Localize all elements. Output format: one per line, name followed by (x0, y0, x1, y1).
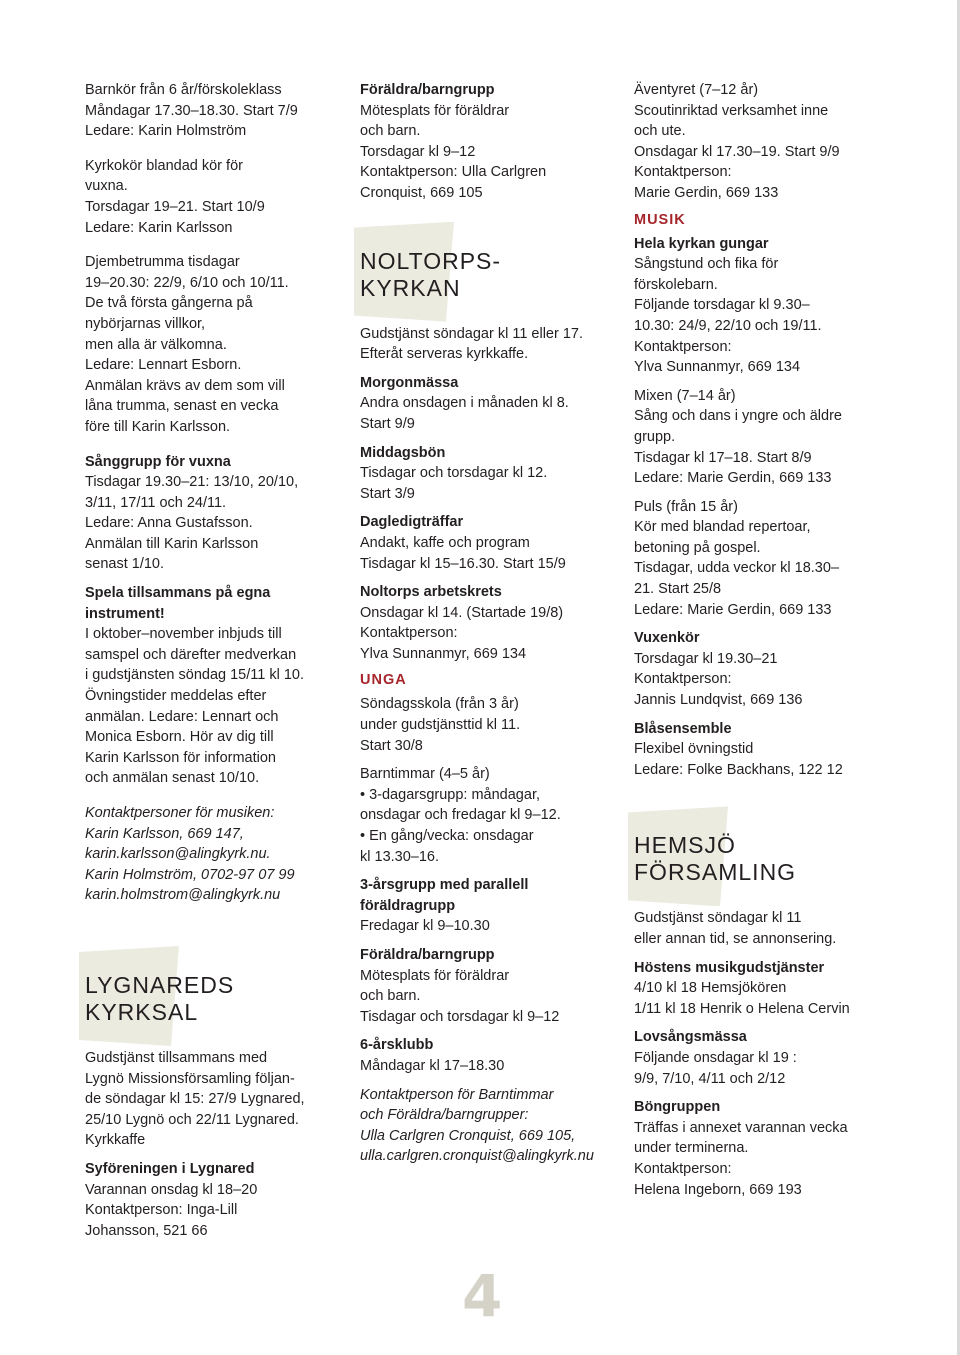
vuxenkor-block (634, 628, 889, 710)
text-line: Start 30/8 (360, 737, 423, 754)
text-line: Måndagar 17.30–18.30. Start 7/9 (85, 102, 298, 119)
puls-block (634, 497, 889, 621)
text-line: förskolebarn. (634, 276, 718, 293)
lygnareds-section (85, 946, 340, 1034)
text-line: Ledare: Folke Backhans, 122 12 (634, 761, 843, 778)
heading (85, 604, 340, 625)
text-line: Johansson, 521 66 (85, 1222, 208, 1239)
text-line: Kyrkkaffe (85, 1132, 146, 1149)
foraldra2-block (360, 945, 620, 1027)
text-line: Marie Gerdin, 669 133 (634, 184, 779, 201)
text-line: och ute. (634, 123, 686, 140)
hemsjo-section (634, 806, 889, 894)
text-line: Kontaktperson: (634, 1160, 732, 1177)
barnkor-block (85, 80, 340, 142)
kyrkokor-block (85, 156, 340, 238)
heading (634, 1027, 889, 1048)
text-line: Mötesplats för föräldrar (360, 102, 510, 119)
sexarsklubb-block (360, 1035, 620, 1076)
noltorps-section (360, 222, 620, 310)
foraldra2-heading: Föräldra/barngrupp (360, 947, 495, 963)
treårsgrupp-heading: föräldragrupp (360, 897, 456, 914)
text-line: Kontaktperson för Barntimmar (360, 1086, 554, 1103)
text-line: Monica Esborn. Hör av dig till (85, 729, 274, 746)
text-line: och anmälan senast 10/10. (85, 770, 260, 787)
text-line: Djembetrumma tisdagar (85, 254, 240, 271)
text-line: Sångstund och fika för (634, 256, 779, 273)
text-line: Tisdagar kl 15–16.30. Start 15/9 (360, 555, 566, 572)
text-line: Övningstider meddelas efter (85, 688, 267, 705)
text-line: under gudstjänsttid kl 11. (360, 717, 521, 734)
text-line: 4/10 kl 18 Hemsjökören (634, 980, 787, 997)
text-line: Anmälan till Karin Karlsson (85, 535, 259, 552)
heading (85, 1159, 340, 1180)
text-line: Fredagar kl 9–10.30 (360, 918, 490, 935)
text-line: anmälan. Ledare: Lennart och (85, 708, 279, 725)
text-line: Träffas i annexet varannan vecka (634, 1119, 848, 1136)
heading (360, 875, 620, 896)
bongruppen-block (634, 1097, 889, 1200)
text-line: Onsdagar kl 17.30–19. Start 9/9 (634, 143, 840, 160)
text-line: Kontaktpersoner för musiken: (85, 805, 275, 821)
hemsjo-gudstjanst (634, 908, 889, 949)
barntimmar-block (360, 764, 620, 867)
text-line: under terminerna. (634, 1140, 749, 1157)
heading (634, 1097, 889, 1118)
text-line: låna trumma, senast en vecka (85, 398, 279, 415)
text-line: senast 1/10. (85, 556, 164, 573)
sanggrupp-block (85, 452, 340, 576)
text-line: grupp. (634, 428, 676, 445)
hela-kyrkan-heading: Hela kyrkan gungar (634, 235, 769, 252)
text-line: och barn. (360, 123, 421, 140)
text-line: Tisdagar kl 17–18. Start 8/9 (634, 449, 812, 466)
text-line: Scoutinriktad verksamhet inne (634, 102, 829, 119)
musik-heading: MUSIK (634, 211, 686, 228)
lovsangsmassa-block (634, 1027, 889, 1089)
text-line: Ledare: Marie Gerdin, 669 133 (634, 601, 832, 618)
heading (634, 719, 889, 740)
text-line: Onsdagar kl 14. (Startade 19/8) (360, 604, 564, 621)
heading (634, 958, 889, 979)
dagledig-heading: Dagledigträffar (360, 514, 464, 531)
text-line: nybörjarnas villkor, (85, 315, 206, 332)
heading (360, 512, 620, 533)
unga-contacts (360, 1085, 620, 1167)
text-line: Helena Ingeborn, 669 193 (634, 1181, 802, 1198)
text-line: och Föräldra/barngrupper: (360, 1107, 529, 1124)
text-line: Sång och dans i yngre och äldre (634, 408, 842, 425)
text-line: I oktober–november inbjuds till (85, 626, 282, 643)
heading (360, 443, 620, 464)
text-line: Torsdagar kl 9–12 (360, 143, 476, 160)
text-line: Ulla Carlgren Cronquist, 669 105, (360, 1127, 576, 1144)
text-line: Mötesplats för föräldrar (360, 967, 510, 984)
arbetskrets-block (360, 582, 620, 664)
text-line: Ylva Sunnanmyr, 669 134 (360, 645, 527, 662)
hela-kyrkan-block (634, 234, 889, 378)
text-line: Barntimmar (4–5 år) (360, 766, 490, 783)
text-line: Cronquist, 669 105 (360, 184, 483, 201)
text-line: Ledare: Karin Karlsson (85, 219, 233, 236)
text-line: Kontaktperson: Ulla Carlgren (360, 164, 547, 181)
text-line: Följande torsdagar kl 9.30– (634, 297, 810, 314)
syforeningen-block (85, 1159, 340, 1241)
text-line: Kontaktperson: Inga-Lill (85, 1202, 238, 1219)
text-line: 25/10 Lygnö och 22/11 Lygnared. (85, 1111, 299, 1128)
page-number: 4 (462, 1262, 503, 1330)
text-line: Karin Karlsson för information (85, 749, 276, 766)
text-line: Kontaktperson: (634, 164, 732, 181)
text-line: kl 13.30–16. (360, 848, 440, 865)
text-line: Ledare: Marie Gerdin, 669 133 (634, 470, 832, 487)
text-line: Karin Karlsson, 669 147, (85, 825, 244, 842)
text-line: Jannis Lundqvist, 669 136 (634, 692, 803, 709)
text-line: samspel och därefter medverkan (85, 646, 297, 663)
text-line: Lygnö Missionsförsamling följan- (85, 1070, 295, 1087)
morgonmassa-heading: Morgonmässa (360, 374, 459, 391)
text-line: Söndagsskola (från 3 år) (360, 696, 519, 713)
text-line: eller annan tid, se annonsering. (634, 931, 837, 947)
lygnared-gudstjanst (85, 1048, 340, 1151)
column-1 (85, 80, 340, 1249)
lovsangsmassa-heading: Lovsångsmässa (634, 1029, 747, 1046)
text-line: Följande onsdagar kl 19 : (634, 1049, 797, 1066)
text-line: och barn. (360, 988, 421, 1005)
text-line: Karin Holmström, 0702-97 07 99 (85, 866, 295, 883)
text-line: Måndagar kl 17–18.30 (360, 1057, 505, 1074)
text-line: Kyrkokör blandad kör för (85, 157, 243, 174)
text-line: Äventyret (7–12 år) (634, 82, 759, 98)
arbetskrets-heading: Noltorps arbetskrets (360, 584, 502, 601)
heading (85, 452, 340, 473)
text-line: betoning på gospel. (634, 539, 761, 556)
text-line: 9/9, 7/10, 4/11 och 2/12 (634, 1070, 786, 1087)
text-line: Gudstjänst söndagar kl 11 (634, 910, 802, 927)
text-line: Torsdagar kl 19.30–21 (634, 650, 778, 667)
musik-contacts (85, 803, 340, 906)
heading (360, 945, 620, 966)
heading (360, 1035, 620, 1056)
heading (360, 582, 620, 603)
text-line: Kontaktperson: (634, 671, 732, 688)
text-line: Kontaktperson: (634, 338, 732, 355)
text-line: Mixen (7–14 år) (634, 387, 736, 404)
treårsgrupp-heading: 3-årsgrupp med parallell (360, 877, 529, 894)
text-line: 1/11 kl 18 Henrik o Helena Cervin (634, 1000, 850, 1017)
heading (634, 234, 889, 255)
syforeningen-heading: Syföreningen i Lygnared (85, 1160, 255, 1177)
djembe-block (85, 252, 340, 437)
heading (360, 373, 620, 394)
text-line: men alla är välkomna. (85, 336, 227, 353)
barnkor-title-line: Barnkör från 6 år/förskoleklass (85, 82, 282, 98)
text-line: Ledare: Lennart Esborn. (85, 357, 242, 374)
email-link[interactable]: karin.karlsson@alingkyrk.nu. (85, 846, 271, 863)
email-link[interactable]: karin.holmstrom@alingkyrk.nu (85, 887, 281, 904)
text-line: Ylva Sunnanmyr, 669 134 (634, 359, 801, 376)
text-line: Kontaktperson: (360, 625, 458, 642)
dagledig-block (360, 512, 620, 574)
text-line: Tisdagar, udda veckor kl 18.30– (634, 560, 840, 577)
text-line: 21. Start 25/8 (634, 581, 722, 598)
text-line: Tisdagar och torsdagar kl 12. (360, 465, 548, 482)
mixen-block (634, 386, 889, 489)
text-line: 3/11, 17/11 och 24/11. (85, 494, 227, 511)
noltorp-gudstjanst (360, 324, 620, 365)
foraldra-block (360, 80, 620, 204)
text-line: i gudstjänsten söndag 15/11 kl 10. (85, 667, 305, 684)
aventyret-block (634, 80, 889, 204)
text-line: Ledare: Anna Gustafsson. (85, 515, 253, 532)
text-line: Andakt, kaffe och program (360, 534, 530, 551)
heading (85, 583, 340, 604)
text-line: Flexibel övningstid (634, 741, 754, 758)
text-line: • 3-dagarsgrupp: måndagar, (360, 786, 540, 803)
morgonmassa-block (360, 373, 620, 435)
text-line: Ledare: Karin Holmström (85, 123, 247, 140)
text-line: De två första gångerna på (85, 295, 253, 312)
heading (360, 80, 620, 101)
text-line: de söndagar kl 15: 27/9 Lygnared, (85, 1091, 305, 1108)
text-line: Andra onsdagen i månaden kl 8. (360, 395, 569, 412)
text-line: vuxna. (85, 178, 128, 195)
sondagsskola-block (360, 694, 620, 756)
blasensemble-heading: Blåsensemble (634, 720, 732, 737)
text-line: Torsdagar 19–21. Start 10/9 (85, 198, 265, 215)
musikgudstjanster-heading: Höstens musikgudstjänster (634, 959, 825, 976)
spela-heading: instrument! (85, 605, 165, 622)
spela-heading: Spela tillsammans på egna (85, 585, 271, 602)
text-line: Gudstjänst tillsammans med (85, 1049, 268, 1066)
heading (634, 628, 889, 649)
sexarsklubb-heading: 6-årsklubb (360, 1037, 434, 1054)
text-line: Efteråt serveras kyrkkaffe. (360, 346, 529, 363)
column-2 (360, 80, 620, 1175)
text-line: före till Karin Karlsson. (85, 418, 231, 435)
email-link[interactable]: ulla.carlgren.cronquist@alingkyrk.nu (360, 1148, 594, 1165)
section-title: NOLTORPS- KYRKAN (360, 247, 502, 301)
treårsgrupp-block (360, 875, 620, 937)
blasensemble-block (634, 719, 889, 781)
text-line: Start 9/9 (360, 415, 415, 432)
text-line: Gudstjänst söndagar kl 11 eller 17. (360, 325, 584, 342)
middagsbon-block (360, 443, 620, 505)
musikgudstjanster-block (634, 958, 889, 1020)
vuxenkor-heading: Vuxenkör (634, 630, 700, 647)
foraldra-heading: Föräldra/barngrupp (360, 82, 495, 98)
bongruppen-heading: Böngruppen (634, 1099, 721, 1116)
text-line: Anmälan krävs av dem som vill (85, 377, 285, 394)
text-line: Tisdagar och torsdagar kl 9–12 (360, 1008, 560, 1025)
text-line: Start 3/9 (360, 485, 415, 502)
text-line: Kör med blandad repertoar, (634, 519, 811, 536)
column-3 (634, 80, 889, 1208)
unga-heading: UNGA (360, 672, 407, 689)
text-line: • En gång/vecka: onsdagar (360, 828, 534, 845)
section-title: LYGNAREDS KYRKSAL (85, 971, 235, 1025)
text-line: Puls (från 15 år) (634, 498, 738, 515)
text-line: 19–20.30: 22/9, 6/10 och 10/11. (85, 274, 289, 291)
text-line: Varannan onsdag kl 18–20 (85, 1181, 258, 1198)
sanggrupp-heading: Sånggrupp för vuxna (85, 453, 231, 470)
section-title: HEMSJÖ FÖRSAMLING (634, 832, 797, 886)
text-line: Tisdagar 19.30–21: 13/10, 20/10, (85, 474, 299, 491)
spela-block (85, 583, 340, 789)
middagsbon-heading: Middagsbön (360, 444, 446, 461)
text-line: onsdagar och fredagar kl 9–12. (360, 807, 561, 824)
text-line: 10.30: 24/9, 22/10 och 19/11. (634, 317, 822, 334)
heading (360, 896, 620, 917)
